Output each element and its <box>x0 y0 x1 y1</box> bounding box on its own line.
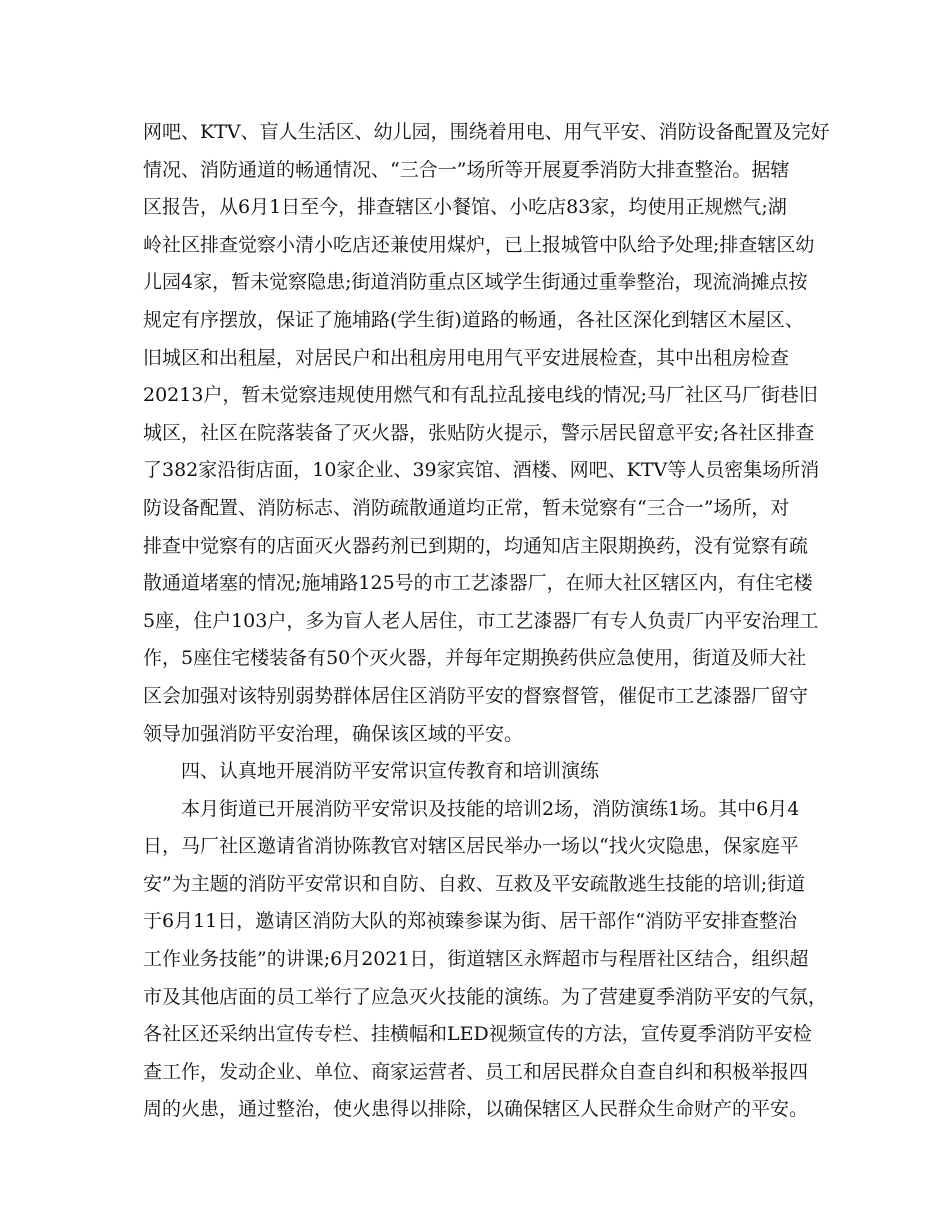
text-line: 安”为主题的消防平安常识和自防、自救、互救及平安疏散逃生技能的培训;街道 <box>143 872 806 895</box>
text-line: 区报告，从6月1日至今，排查辖区小餐馆、小吃店83家，均使用正规燃气;湖 <box>143 196 787 219</box>
text-line: 各社区还采纳出宣传专栏、挂横幅和LED视频宣传的方法，宣传夏季消防平安检 <box>143 1023 812 1046</box>
text-line: 于6月11日，邀请区消防大队的郑祯臻参谋为街、居干部作“消防平安排查整治 <box>143 910 797 933</box>
text-line: 儿园4家，暂未觉察隐患;街道消防重点区域学生街通过重拳整治，现流淌摊点按 <box>143 271 808 294</box>
text-line: 散通道堵塞的情况;施埔路125号的市工艺漆器厂，在师大社区辖区内，有住宅楼 <box>143 572 813 595</box>
document-body <box>143 114 830 1129</box>
text-line: 了382家沿街店面，10家企业、39家宾馆、酒楼、网吧、KTV等人员密集场所消 <box>143 459 820 482</box>
text-line: 旧城区和出租屋，对居民户和出租房用电用气平安进展检查，其中出租房检查 <box>143 346 790 369</box>
text-line: 日，马厂社区邀请省消协陈教官对辖区居民举办一场以“找火灾隐患，保家庭平 <box>143 835 799 858</box>
text-line: 区会加强对该特别弱势群体居住区消防平安的督察督管，催促市工艺漆器厂留守 <box>143 684 809 707</box>
text-line: 20213户，暂未觉察违规使用燃气和有乱拉乱接电线的情况;马厂社区马厂街巷旧 <box>143 384 818 407</box>
text-line: 查工作，发动企业、单位、商家运营者、员工和居民群众自查自纠和积极举报四 <box>143 1060 809 1083</box>
text-line: 周的火患，通过整治，使火患得以排除，以确保辖区人民群众生命财产的平安。 <box>143 1098 809 1121</box>
text-line: 市及其他店面的员工举行了应急灭火技能的演练。为了营建夏季消防平安的气氛， <box>143 985 828 1008</box>
paragraph-2 <box>143 791 828 1129</box>
text-line: 领导加强消防平安治理，确保该区域的平安。 <box>143 722 524 745</box>
text-line: 网吧、KTV、盲人生活区、幼儿园，围绕着用电、用气平安、消防设备配置及完好 <box>143 121 830 143</box>
text-line: 城区，社区在院落装备了灭火器，张贴防火提示，警示居民留意平安;各社区排查 <box>143 421 815 444</box>
paragraph-1 <box>143 114 830 753</box>
text-line: 5座，住户103户，多为盲人老人居住，市工艺漆器厂有专人负责厂内平安治理工 <box>143 609 819 632</box>
text-line: 情况、消防通道的畅通情况、“三合一”场所等开展夏季消防大排查整治。据辖 <box>143 158 790 181</box>
text-line: 作，5座住宅楼装备有50个灭火器，并每年定期换药供应急使用，街道及师大社 <box>143 647 807 670</box>
text-line: 本月街道已开展消防平安常识及技能的培训2场，消防演练1场。其中6月4 <box>181 797 800 820</box>
text-line: 排查中觉察有的店面灭火器药剂已到期的，均通知店主限期换药，没有觉察有疏 <box>143 534 809 557</box>
section-heading: 四、认真地开展消防平安常识宣传教育和培训演练 <box>181 760 600 783</box>
text-line: 规定有序摆放，保证了施埔路(学生街)道路的畅通，各社区深化到辖区木屋区、 <box>143 308 804 331</box>
text-line: 岭社区排查觉察小清小吃店还兼使用煤炉，已上报城管中队给予处理;排查辖区幼 <box>143 233 815 256</box>
text-line: 工作业务技能”的讲课;6月2021日，街道辖区永辉超市与程厝社区结合，组织超 <box>143 948 809 971</box>
text-line: 防设备配置、消防标志、消防疏散通道均正常，暂未觉察有“三合一”场所，对 <box>143 496 790 519</box>
